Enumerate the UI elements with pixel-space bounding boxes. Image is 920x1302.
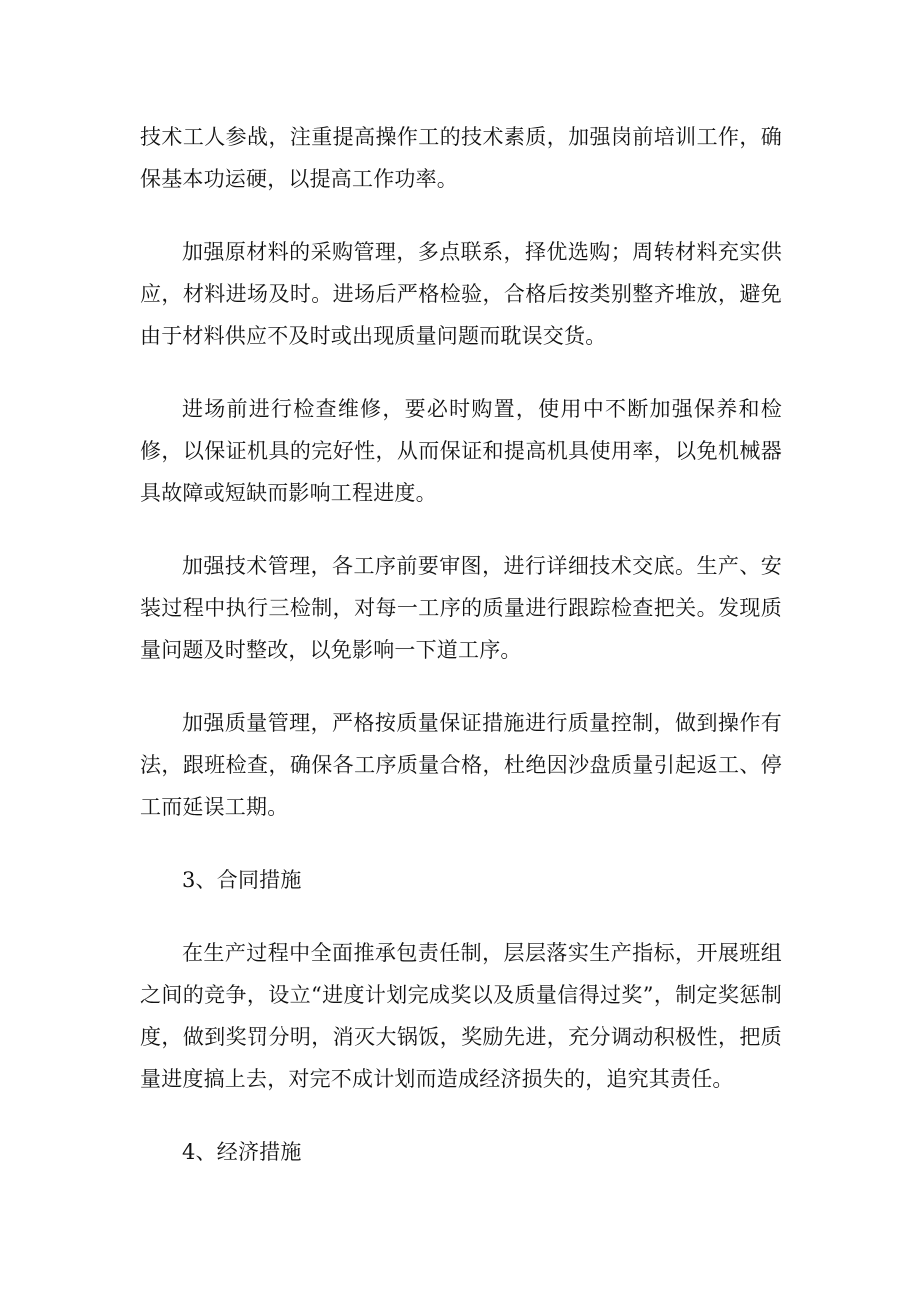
paragraph-equipment-maintenance: 进场前进行检查维修，要必时购置，使用中不断加强保养和检修，以保证机具的完好性，从而保证和提高机具使用率，以免机械器具故障或短缺而影响工程进度。 (140, 397, 782, 505)
document-body (140, 116, 782, 1204)
paragraph-technical-workers: 技术工人参战，注重提高操作工的技术素质，加强岗前培训工作，确保基本功运硬，以提高工作功率。 (140, 125, 782, 191)
paragraph-technical-management: 加强技术管理，各工序前要审图，进行详细技术交底。生产、安装过程中执行三检制，对每一工序的质量进行跟踪检查把关。发现质量问题及时整改，以免影响一下道工序。 (140, 554, 782, 662)
paragraph-quality-management: 加强质量管理，严格按质量保证措施进行质量控制，做到操作有法，跟班检查，确保各工序质量合格，杜绝因沙盘质量引起返工、停工而延误工期。 (140, 711, 782, 819)
section-heading-economic-measures: 4、经济措施 (182, 1140, 302, 1164)
paragraph-material-procurement: 加强原材料的采购管理，多点联系，择优选购；周转材料充实供应，材料进场及时。进场后严格检验，合格后按类别整齐堆放，避免由于材料供应不及时或出现质量问题而耽误交货。 (140, 240, 782, 348)
section-heading-contract-measures: 3、合同措施 (182, 868, 302, 892)
paragraph-responsibility-system: 在生产过程中全面推承包责任制，层层落实生产指标，开展班组之间的竞争，设立“进度计划完成奖以及质量信得过奖”，制定奖惩制度，做到奖罚分明，消灭大锅饭，奖励先进，充分调动积极性，把质量进度搞上去，对完不成计划而造成经济损失的，追究其责任。 (140, 941, 782, 1091)
